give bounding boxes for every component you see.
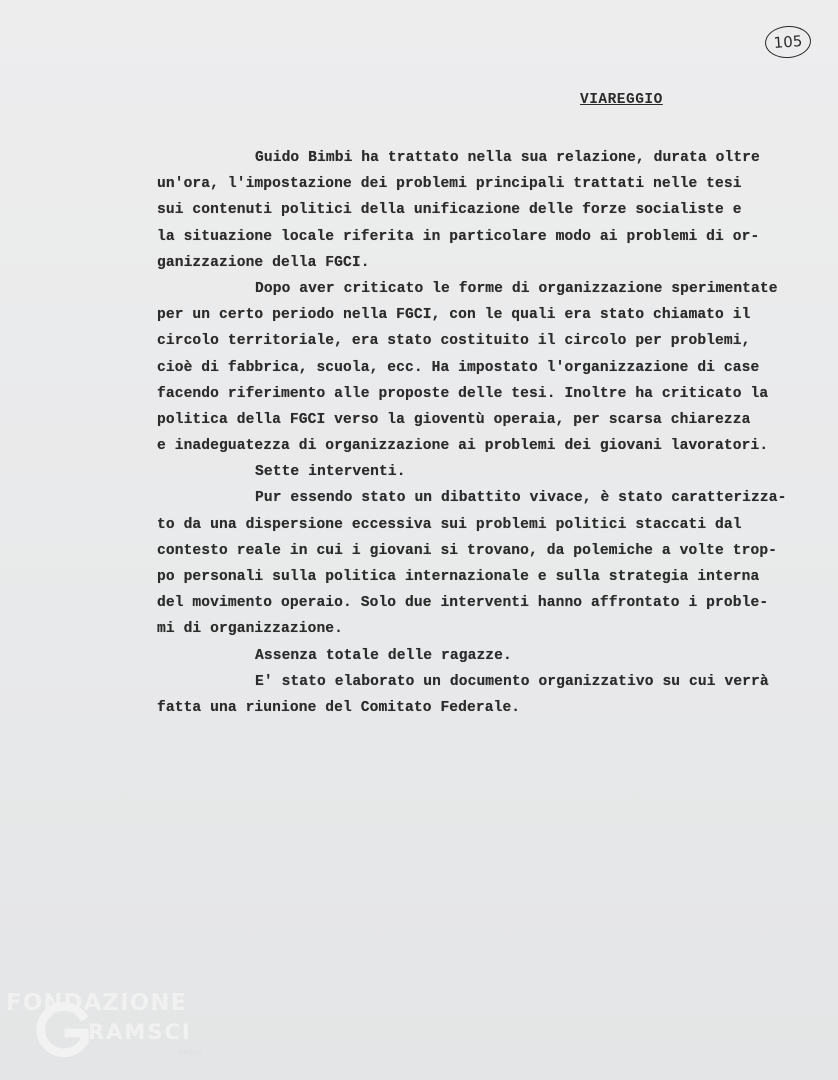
document-title: VIAREGGIO (580, 92, 663, 108)
body-line: ganizzazione della FGCI. (157, 254, 370, 271)
body-line: Dopo aver criticato le forme di organizzazione sperimentate (255, 280, 778, 297)
body-line: E' stato elaborato un documento organizzativo su cui verrà (255, 673, 769, 690)
body-line: del movimento operaio. Solo due interventi hanno affrontato i proble- (157, 595, 769, 612)
watermark-line-1: FONDAZIONE (6, 990, 188, 1016)
watermark-sub: onlus (178, 1048, 203, 1058)
page-number: 105 (773, 32, 803, 52)
body-line: contesto reale in cui i giovani si trovano, da polemiche a volte trop- (157, 542, 778, 559)
page-number-circle (764, 24, 812, 59)
body-line: Sette interventi. (255, 464, 406, 481)
body-line: facendo riferimento alle proposte delle tesi. Inoltre ha criticato la (157, 385, 769, 402)
body-line: fatta una riunione del Comitato Federale. (157, 699, 521, 716)
body-line: po personali sulla politica internazionale e sulla strategia interna (157, 569, 760, 585)
body-line: Pur essendo stato un dibattito vivace, è stato caratterizza- (255, 490, 787, 507)
body-line: to da una dispersione eccessiva sui problemi politici staccati dal (157, 516, 742, 533)
watermark-line-2: RAMSCI (88, 1020, 192, 1044)
body-line: mi di organizzazione. (157, 621, 344, 638)
body-line: circolo territoriale, era stato costituito il circolo per problemi, (157, 333, 751, 350)
fondazione-gramsci-watermark (6, 990, 226, 1075)
body-line: un'ora, l'impostazione dei problemi principali trattati nelle tesi (157, 176, 742, 193)
body-line: Assenza totale delle ragazze. (255, 647, 512, 664)
body-line: per un certo periodo nella FGCI, con le quali era stato chiamato il (157, 307, 751, 324)
body-line: Guido Bimbi ha trattato nella sua relazione, durata oltre (255, 150, 760, 166)
body-line: e inadeguatezza di organizzazione ai problemi dei giovani lavoratori. (157, 438, 769, 455)
gramsci-g-logo-icon (36, 1002, 94, 1060)
body-line: sui contenuti politici della unificazione delle forze socialiste e (157, 202, 742, 219)
body-line: politica della FGCI verso la gioventù operaia, per scarsa chiarezza (157, 411, 751, 428)
body-line: cioè di fabbrica, scuola, ecc. Ha impostato l'organizzazione di case (157, 359, 760, 376)
body-line: la situazione locale riferita in particolare modo ai problemi di or- (157, 228, 760, 245)
document-body (157, 145, 829, 721)
